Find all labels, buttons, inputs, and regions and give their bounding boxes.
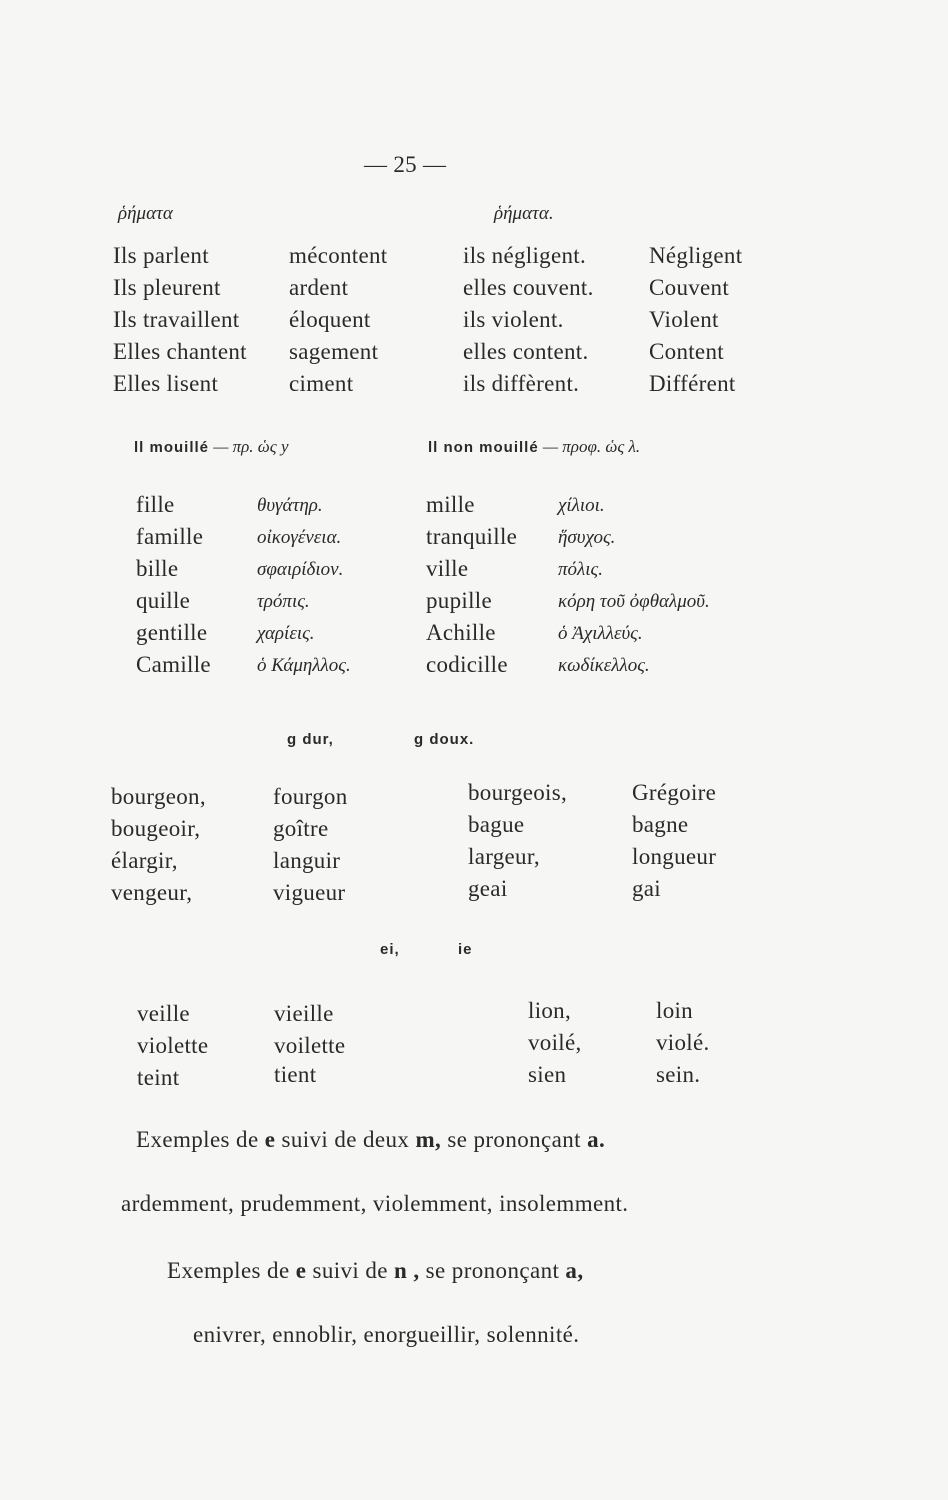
- table-cell: Ils pleurent: [113, 275, 221, 300]
- table-cell: ils négligent.: [463, 243, 587, 268]
- heading-ll-mouille: [134, 437, 289, 457]
- example-n-words: enivrer, ennoblir, enorgueillir, solennité.: [193, 1322, 580, 1347]
- table-cell: loin: [656, 998, 693, 1023]
- table-cell: ville: [426, 556, 469, 581]
- table-cell: geai: [468, 876, 508, 901]
- example-mm-words: ardemment, prudemment, violemment, insolemment.: [121, 1191, 629, 1216]
- heading-ll-non-mouille: [428, 437, 640, 457]
- text: Exemples de: [167, 1258, 296, 1283]
- table-cell: goître: [273, 816, 329, 841]
- table-cell: voilette: [274, 1033, 346, 1058]
- table-cell: Grégoire: [632, 780, 717, 805]
- letter-a: a.: [587, 1127, 606, 1152]
- table-cell: ciment: [289, 371, 354, 396]
- table-cell: vengeur,: [111, 880, 193, 905]
- table-cell: Camille: [136, 652, 211, 677]
- table-cell: tranquille: [426, 524, 518, 549]
- letters-mm: m,: [415, 1127, 442, 1152]
- table-cell: Elles chantent: [113, 339, 247, 364]
- greek-heading-left: ῥήματα: [118, 203, 173, 224]
- table-cell: Content: [649, 339, 724, 364]
- text: suivi de: [306, 1258, 395, 1283]
- table-cell: πόλις.: [558, 559, 603, 580]
- table-cell: languir: [273, 848, 341, 873]
- table-cell: bille: [136, 556, 179, 581]
- table-cell: mécontent: [289, 243, 388, 268]
- table-cell: violé.: [656, 1030, 710, 1055]
- table-cell: ardent: [289, 275, 349, 300]
- text: suivi de deux: [275, 1127, 416, 1152]
- table-cell: Achille: [426, 620, 496, 645]
- table-cell: elles couvent.: [463, 275, 594, 300]
- table-cell: tient: [274, 1062, 317, 1087]
- table-cell: fille: [136, 492, 175, 517]
- table-cell: lion,: [528, 998, 572, 1023]
- table-cell: sien: [528, 1062, 567, 1087]
- heading-g-doux: g doux.: [414, 731, 475, 748]
- text: se prononçant: [441, 1127, 588, 1152]
- heading-ll-non-mouille-rest: — προφ. ὡς λ.: [538, 437, 641, 456]
- heading-ei: ei,: [380, 941, 400, 958]
- table-cell: ὁ Κάμηλλος.: [257, 655, 351, 676]
- table-cell: Ils travaillent: [113, 307, 240, 332]
- table-cell: gentille: [136, 620, 208, 645]
- table-cell: voilé,: [528, 1030, 582, 1055]
- table-cell: Elles lisent: [113, 371, 219, 396]
- table-cell: ils diffèrent.: [463, 371, 580, 396]
- table-cell: Différent: [649, 371, 736, 396]
- table-cell: éloquent: [289, 307, 371, 332]
- table-cell: vieille: [274, 1001, 334, 1026]
- letter-e: e: [295, 1258, 307, 1283]
- table-cell: ὁ Ἀχιλλεύς.: [558, 623, 643, 644]
- example-n-heading: [167, 1258, 583, 1284]
- table-cell: χαρίεις.: [257, 623, 315, 644]
- table-cell: ils violent.: [463, 307, 564, 332]
- table-cell: bougeoir,: [111, 816, 201, 841]
- heading-ll-mouille-bold: ll mouillé: [134, 439, 210, 456]
- table-cell: largeur,: [468, 844, 540, 869]
- table-cell: elles content.: [463, 339, 589, 364]
- table-cell: τρόπις.: [257, 591, 310, 612]
- table-cell: Couvent: [649, 275, 730, 300]
- table-cell: sagement: [289, 339, 379, 364]
- example-mm-heading: [136, 1127, 605, 1153]
- table-cell: bague: [468, 812, 525, 837]
- table-cell: mille: [426, 492, 475, 517]
- table-cell: Négligent: [649, 243, 743, 268]
- table-cell: χίλιοι.: [558, 495, 605, 516]
- letter-a: a,: [565, 1258, 584, 1283]
- heading-ll-non-mouille-bold: ll non mouillé: [428, 439, 539, 456]
- table-cell: veille: [137, 1001, 190, 1026]
- text: Exemples de: [136, 1127, 265, 1152]
- heading-g-dur: g dur,: [287, 731, 334, 748]
- heading-ll-mouille-rest: — πρ. ὡς y: [209, 437, 289, 456]
- table-cell: vigueur: [273, 880, 346, 905]
- table-cell: bourgeois,: [468, 780, 568, 805]
- table-cell: famille: [136, 524, 204, 549]
- table-cell: σφαιρίδιον.: [257, 559, 344, 580]
- table-cell: sein.: [656, 1062, 701, 1087]
- table-cell: codicille: [426, 652, 508, 677]
- table-cell: gai: [632, 876, 661, 901]
- table-cell: ἥσυχος.: [558, 527, 616, 548]
- table-cell: κωδίκελλος.: [558, 655, 650, 676]
- table-cell: quille: [136, 588, 191, 613]
- table-cell: bourgeon,: [111, 784, 206, 809]
- table-cell: pupille: [426, 588, 492, 613]
- letter-e: e: [264, 1127, 276, 1152]
- table-cell: bagne: [632, 812, 689, 837]
- table-cell: οἰκογένεια.: [257, 527, 342, 548]
- table-cell: longueur: [632, 844, 717, 869]
- table-cell: Ils parlent: [113, 243, 209, 268]
- table-cell: κόρη τοῦ ὀφθαλμοῦ.: [558, 591, 710, 612]
- table-cell: fourgon: [273, 784, 348, 809]
- table-cell: Violent: [649, 307, 719, 332]
- table-cell: violette: [137, 1033, 209, 1058]
- heading-ie: ie: [458, 941, 473, 958]
- table-cell: teint: [137, 1065, 180, 1090]
- text: se prononçant: [419, 1258, 566, 1283]
- page-number: — 25 —: [364, 152, 447, 177]
- greek-heading-right: ῥήματα.: [494, 203, 554, 224]
- table-cell: θυγάτηρ.: [257, 495, 323, 516]
- letter-n: n ,: [394, 1258, 420, 1283]
- table-cell: élargir,: [111, 848, 178, 873]
